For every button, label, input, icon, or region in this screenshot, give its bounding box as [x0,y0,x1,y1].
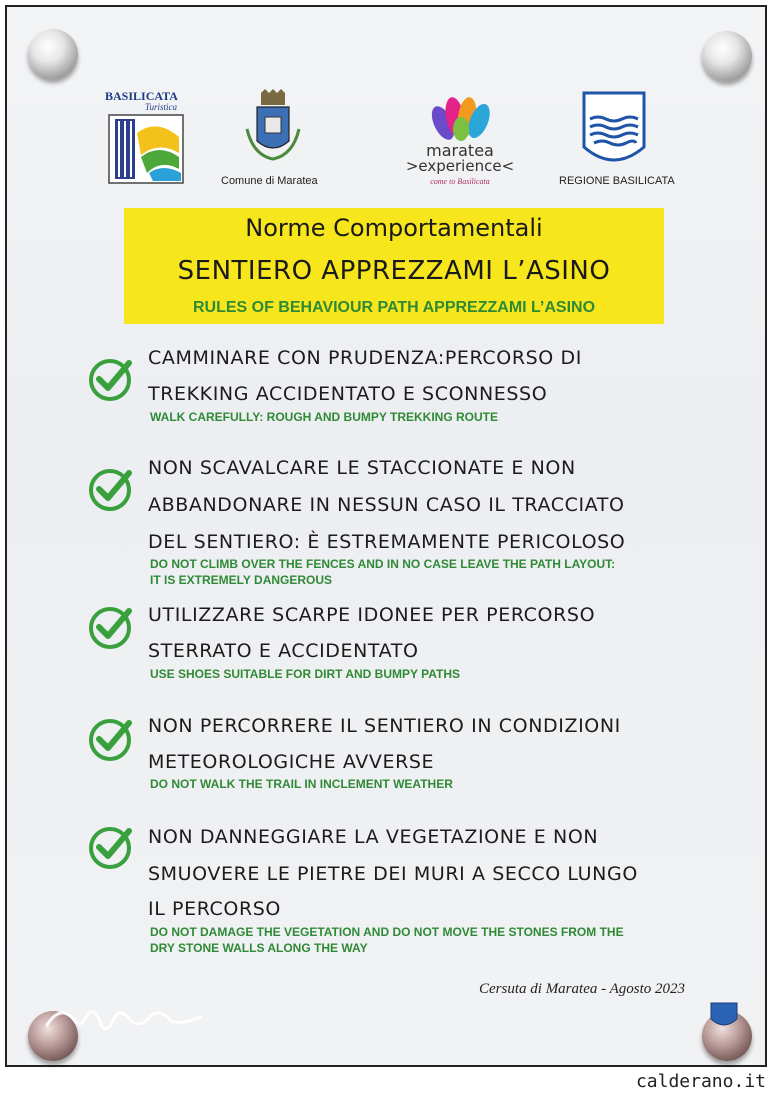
rule-5-english-line-1: DO NOT DAMAGE THE VEGETATION AND DO NOT MOVE THE STONES FROM THE [150,925,624,939]
rule-5-italic-line-2: SMUOVERE LE PIETRE DEI MURI A SECCO LUNGO [148,863,638,885]
maratea-experience-logo [395,93,525,189]
signature-icon [41,995,211,1045]
check-icon [87,467,133,513]
regione-basilicata-logo [580,89,650,173]
experience-text: experience [418,157,502,175]
rule-1-english: WALK CAREFULLY: ROUGH AND BUMPY TREKKING ROUTE [150,410,498,424]
check-icon [87,605,133,651]
basilicata-turistica-logo [105,89,185,185]
check-icon [87,357,133,403]
rule-5-italic-line-1: NON DANNEGGIARE LA VEGETAZIONE E NON [148,826,599,848]
sign-panel [5,5,767,1067]
comune-caption: Comune di Maratea [221,175,318,187]
rule-2-italic-line-3: DEL SENTIERO: È ESTREMAMENTE PERICOLOSO [148,531,626,553]
rule-2-english-line-1: DO NOT CLIMB OVER THE FENCES AND IN NO CASE LEAVE THE PATH LAYOUT: [150,557,616,571]
rule-4-english: DO NOT WALK THE TRAIL IN INCLEMENT WEATHER [150,777,453,791]
check-icon [87,717,133,763]
rule-4-italic-line-2: METEOROLOGICHE AVVERSE [148,751,435,773]
column-icon [107,113,185,185]
coat-of-arms-icon [239,89,305,169]
rule-3-italic-line-2: STERRATO E ACCIDENTATO [148,640,419,662]
title-banner [124,208,664,324]
basilicata-logo-subtitle: Turistica [145,102,178,112]
rule-3-italic-line-1: UTILIZZARE SCARPE IDONEE PER PERCORSO [148,604,596,626]
banner-subtitle: SENTIERO APPREZZAMI L’ASINO [177,256,611,286]
footer-location-date: Cersuta di Maratea - Agosto 2023 [479,981,685,997]
rule-3-english: USE SHOES SUITABLE FOR DIRT AND BUMPY PATHS [150,667,461,681]
regional-shield-icon [580,89,648,173]
maratea-tagline: come to Basilicata [430,177,490,186]
rule-2-italic-line-2: ABBANDONARE IN NESSUN CASO IL TRACCIATO [148,494,625,516]
banner-english: RULES OF BEHAVIOUR PATH APPREZZAMI L’ASINO [192,299,596,316]
screw-top-left [28,29,78,79]
rule-4-italic-line-1: NON PERCORRERE IL SENTIERO IN CONDIZIONI [148,715,621,737]
regione-caption: REGIONE BASILICATA [559,175,675,187]
site-watermark: calderano.it [635,1071,766,1092]
screw-top-right [702,31,752,81]
basilicata-logo-title: BASILICATA [105,89,178,103]
comune-di-maratea-logo [239,89,309,169]
rule-5-english-line-2: DRY STONE WALLS ALONG THE WAY [150,941,368,955]
rule-1-italic-line-2: TREKKING ACCIDENTATO E SCONNESSO [148,383,548,405]
maratea-wordmark: maratea [426,141,494,160]
rule-2-english-line-2: IT IS EXTREMELY DANGEROUS [150,573,333,587]
rule-1-italic-line-1: CAMMINARE CON PRUDENZA:PERCORSO DI [148,347,582,369]
rule-2-italic-line-1: NON SCAVALCARE LE STACCIONATE E NON [148,457,576,479]
check-icon [87,825,133,871]
banner-title: Norme Comportamentali [245,214,543,242]
flower-logo-icon [423,93,503,143]
small-crest-icon [707,997,741,1031]
experience-wordmark: >experience< [405,157,515,175]
rule-5-italic-line-3: IL PERCORSO [148,898,281,920]
